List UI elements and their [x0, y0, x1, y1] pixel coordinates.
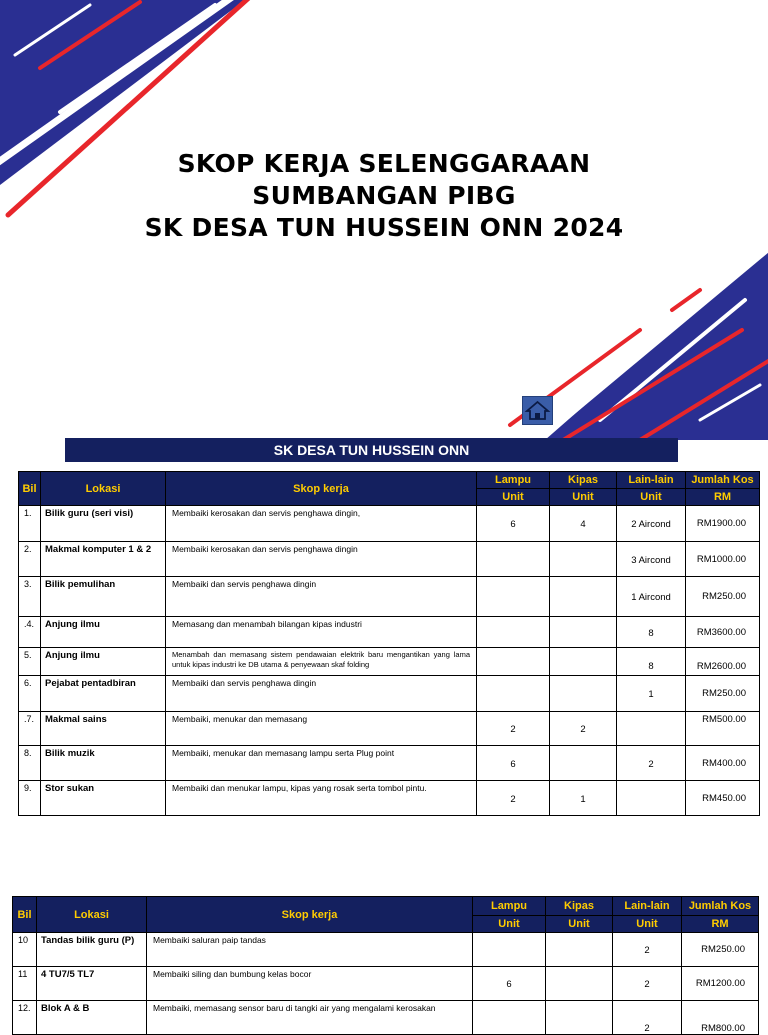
title-line-2: SUMBANGAN PIBG: [252, 181, 516, 210]
table-row: [13, 1001, 759, 1035]
cell-skop: Membaiki, menukar dan memasang lampu serta Plug point: [166, 746, 477, 781]
cell-lain: 2: [617, 746, 686, 781]
table-row: [13, 967, 759, 1001]
header-lokasi: Lokasi: [41, 472, 166, 506]
cell-skop: Membaiki dan menukar lampu, kipas yang rosak serta tombol pintu.: [166, 781, 477, 816]
cell-lain: 8: [617, 648, 686, 676]
cell-skop: Membaiki dan servis penghawa dingin: [166, 577, 477, 617]
cell-skop: Membaiki siling dan bumbung kelas bocor: [147, 967, 473, 1001]
cell-skop: Membaiki kerosakan dan servis penghawa dingin: [166, 542, 477, 577]
cell-lampu: 6: [477, 506, 550, 542]
cell-bil: 5.: [19, 648, 41, 676]
cell-lokasi: Blok A & B: [37, 1001, 147, 1035]
cell-kipas: [550, 542, 617, 577]
cell-kipas: [550, 648, 617, 676]
header-lampu-unit: Unit: [473, 916, 546, 933]
header-lain: Lain-lain: [613, 897, 682, 916]
cell-bil: 6.: [19, 676, 41, 712]
table-row: [13, 933, 759, 967]
cell-kos: RM250.00: [682, 933, 759, 967]
cell-kipas: [550, 617, 617, 648]
cell-kos: RM250.00: [686, 577, 760, 617]
cell-lampu: [473, 1001, 546, 1035]
cell-skop: Membaiki, memasang sensor baru di tangki air yang mengalami kerosakan: [147, 1001, 473, 1035]
header-lampu: Lampu: [473, 897, 546, 916]
header-kipas-unit: Unit: [546, 916, 613, 933]
cell-kipas: [550, 577, 617, 617]
cell-kipas: [546, 933, 613, 967]
cell-kos: RM500.00: [686, 712, 760, 746]
cell-lain: [617, 781, 686, 816]
cell-kos: RM2600.00: [686, 648, 760, 676]
table-row: [19, 617, 760, 648]
cell-lokasi: Stor sukan: [41, 781, 166, 816]
header-kipas: Kipas: [546, 897, 613, 916]
cell-kos: RM1000.00: [686, 542, 760, 577]
home-icon: [523, 397, 552, 424]
cell-kipas: [550, 746, 617, 781]
cell-skop: Membaiki dan servis penghawa dingin: [166, 676, 477, 712]
cell-lokasi: Bilik guru (seri visi): [41, 506, 166, 542]
title-line-3: SK DESA TUN HUSSEIN ONN 2024: [144, 213, 624, 242]
header-skop: Skop kerja: [166, 472, 477, 506]
cell-kos: RM3600.00: [686, 617, 760, 648]
cell-bil: .4.: [19, 617, 41, 648]
cell-lampu: 2: [477, 712, 550, 746]
cell-skop: Membaiki kerosakan dan servis penghawa dingin,: [166, 506, 477, 542]
cell-kos: RM800.00: [682, 1001, 759, 1035]
cell-lokasi: Anjung ilmu: [41, 648, 166, 676]
cell-kipas: [546, 1001, 613, 1035]
cell-lokasi: Bilik pemulihan: [41, 577, 166, 617]
cell-bil: 12.: [13, 1001, 37, 1035]
cell-lain: 2: [613, 933, 682, 967]
header-kipas: Kipas: [550, 472, 617, 489]
cell-lokasi: Tandas bilik guru (P): [37, 933, 147, 967]
header-jumlah-rm: RM: [686, 489, 760, 506]
header-lain: Lain-lain: [617, 472, 686, 489]
cell-kos: RM1900.00: [686, 506, 760, 542]
cell-lampu: [477, 648, 550, 676]
cell-lain: 8: [617, 617, 686, 648]
page-title: [0, 148, 768, 244]
cell-lokasi: 4 TU7/5 TL7: [37, 967, 147, 1001]
cell-lampu: [477, 577, 550, 617]
header-jumlah-rm: RM: [682, 916, 759, 933]
header-bil: Bil: [19, 472, 41, 506]
title-line-1: SKOP KERJA SELENGGARAAN: [177, 149, 591, 178]
table-row: [19, 577, 760, 617]
cell-kipas: [546, 967, 613, 1001]
cell-kos: RM250.00: [686, 676, 760, 712]
header-lain-unit: Unit: [617, 489, 686, 506]
cell-lampu: 2: [477, 781, 550, 816]
cell-lampu: [477, 617, 550, 648]
cell-lokasi: Pejabat pentadbiran: [41, 676, 166, 712]
cell-bil: 8.: [19, 746, 41, 781]
header-lain-unit: Unit: [613, 916, 682, 933]
cell-skop: Membaiki saluran paip tandas: [147, 933, 473, 967]
maintenance-table-2: [12, 896, 759, 1035]
cell-lain: 1: [617, 676, 686, 712]
header-bil: Bil: [13, 897, 37, 933]
header-kipas-unit: Unit: [550, 489, 617, 506]
cell-bil: 11: [13, 967, 37, 1001]
cell-bil: 9.: [19, 781, 41, 816]
cell-bil: 2.: [19, 542, 41, 577]
header-skop: Skop kerja: [147, 897, 473, 933]
cell-skop: Memasang dan menambah bilangan kipas industri: [166, 617, 477, 648]
cell-skop: Menambah dan memasang sistem pendawaian elektrik baru mengantikan yang lama untuk kipas industri ke DB utama & penyewaan skaf folding: [166, 648, 477, 676]
cell-lain: 2 Aircond: [617, 506, 686, 542]
cell-lampu: [477, 676, 550, 712]
cell-kos: RM400.00: [686, 746, 760, 781]
cell-lain: 2: [613, 1001, 682, 1035]
cell-lokasi: Bilik muzik: [41, 746, 166, 781]
cell-lokasi: Makmal komputer 1 & 2: [41, 542, 166, 577]
table-row: [19, 781, 760, 816]
cell-lain: 1 Aircond: [617, 577, 686, 617]
cell-kipas: 4: [550, 506, 617, 542]
table-row: [19, 506, 760, 542]
table-row: [19, 542, 760, 577]
cell-lampu: [473, 933, 546, 967]
header-lokasi: Lokasi: [37, 897, 147, 933]
cell-skop: Membaiki, menukar dan memasang: [166, 712, 477, 746]
table-row: [19, 676, 760, 712]
cell-bil: 10: [13, 933, 37, 967]
cell-lokasi: Makmal sains: [41, 712, 166, 746]
header-jumlah: Jumlah Kos: [686, 472, 760, 489]
cell-bil: 1.: [19, 506, 41, 542]
table-row: [19, 746, 760, 781]
cell-kipas: 1: [550, 781, 617, 816]
cell-kos: RM450.00: [686, 781, 760, 816]
cell-bil: .7.: [19, 712, 41, 746]
cell-lain: [617, 712, 686, 746]
cell-lampu: [477, 542, 550, 577]
cell-lokasi: Anjung ilmu: [41, 617, 166, 648]
table-row: [19, 712, 760, 746]
cell-lain: 3 Aircond: [617, 542, 686, 577]
cell-lampu: 6: [477, 746, 550, 781]
cell-lampu: 6: [473, 967, 546, 1001]
cell-bil: 3.: [19, 577, 41, 617]
header-lampu-unit: Unit: [477, 489, 550, 506]
cell-kipas: [550, 676, 617, 712]
cell-kos: RM1200.00: [682, 967, 759, 1001]
header-jumlah: Jumlah Kos: [682, 897, 759, 916]
cell-lain: 2: [613, 967, 682, 1001]
cell-kipas: 2: [550, 712, 617, 746]
table-row: [19, 648, 760, 676]
maintenance-table-1: [18, 471, 760, 816]
header-lampu: Lampu: [477, 472, 550, 489]
school-banner: SK DESA TUN HUSSEIN ONN: [65, 438, 678, 462]
home-button[interactable]: [522, 396, 553, 425]
